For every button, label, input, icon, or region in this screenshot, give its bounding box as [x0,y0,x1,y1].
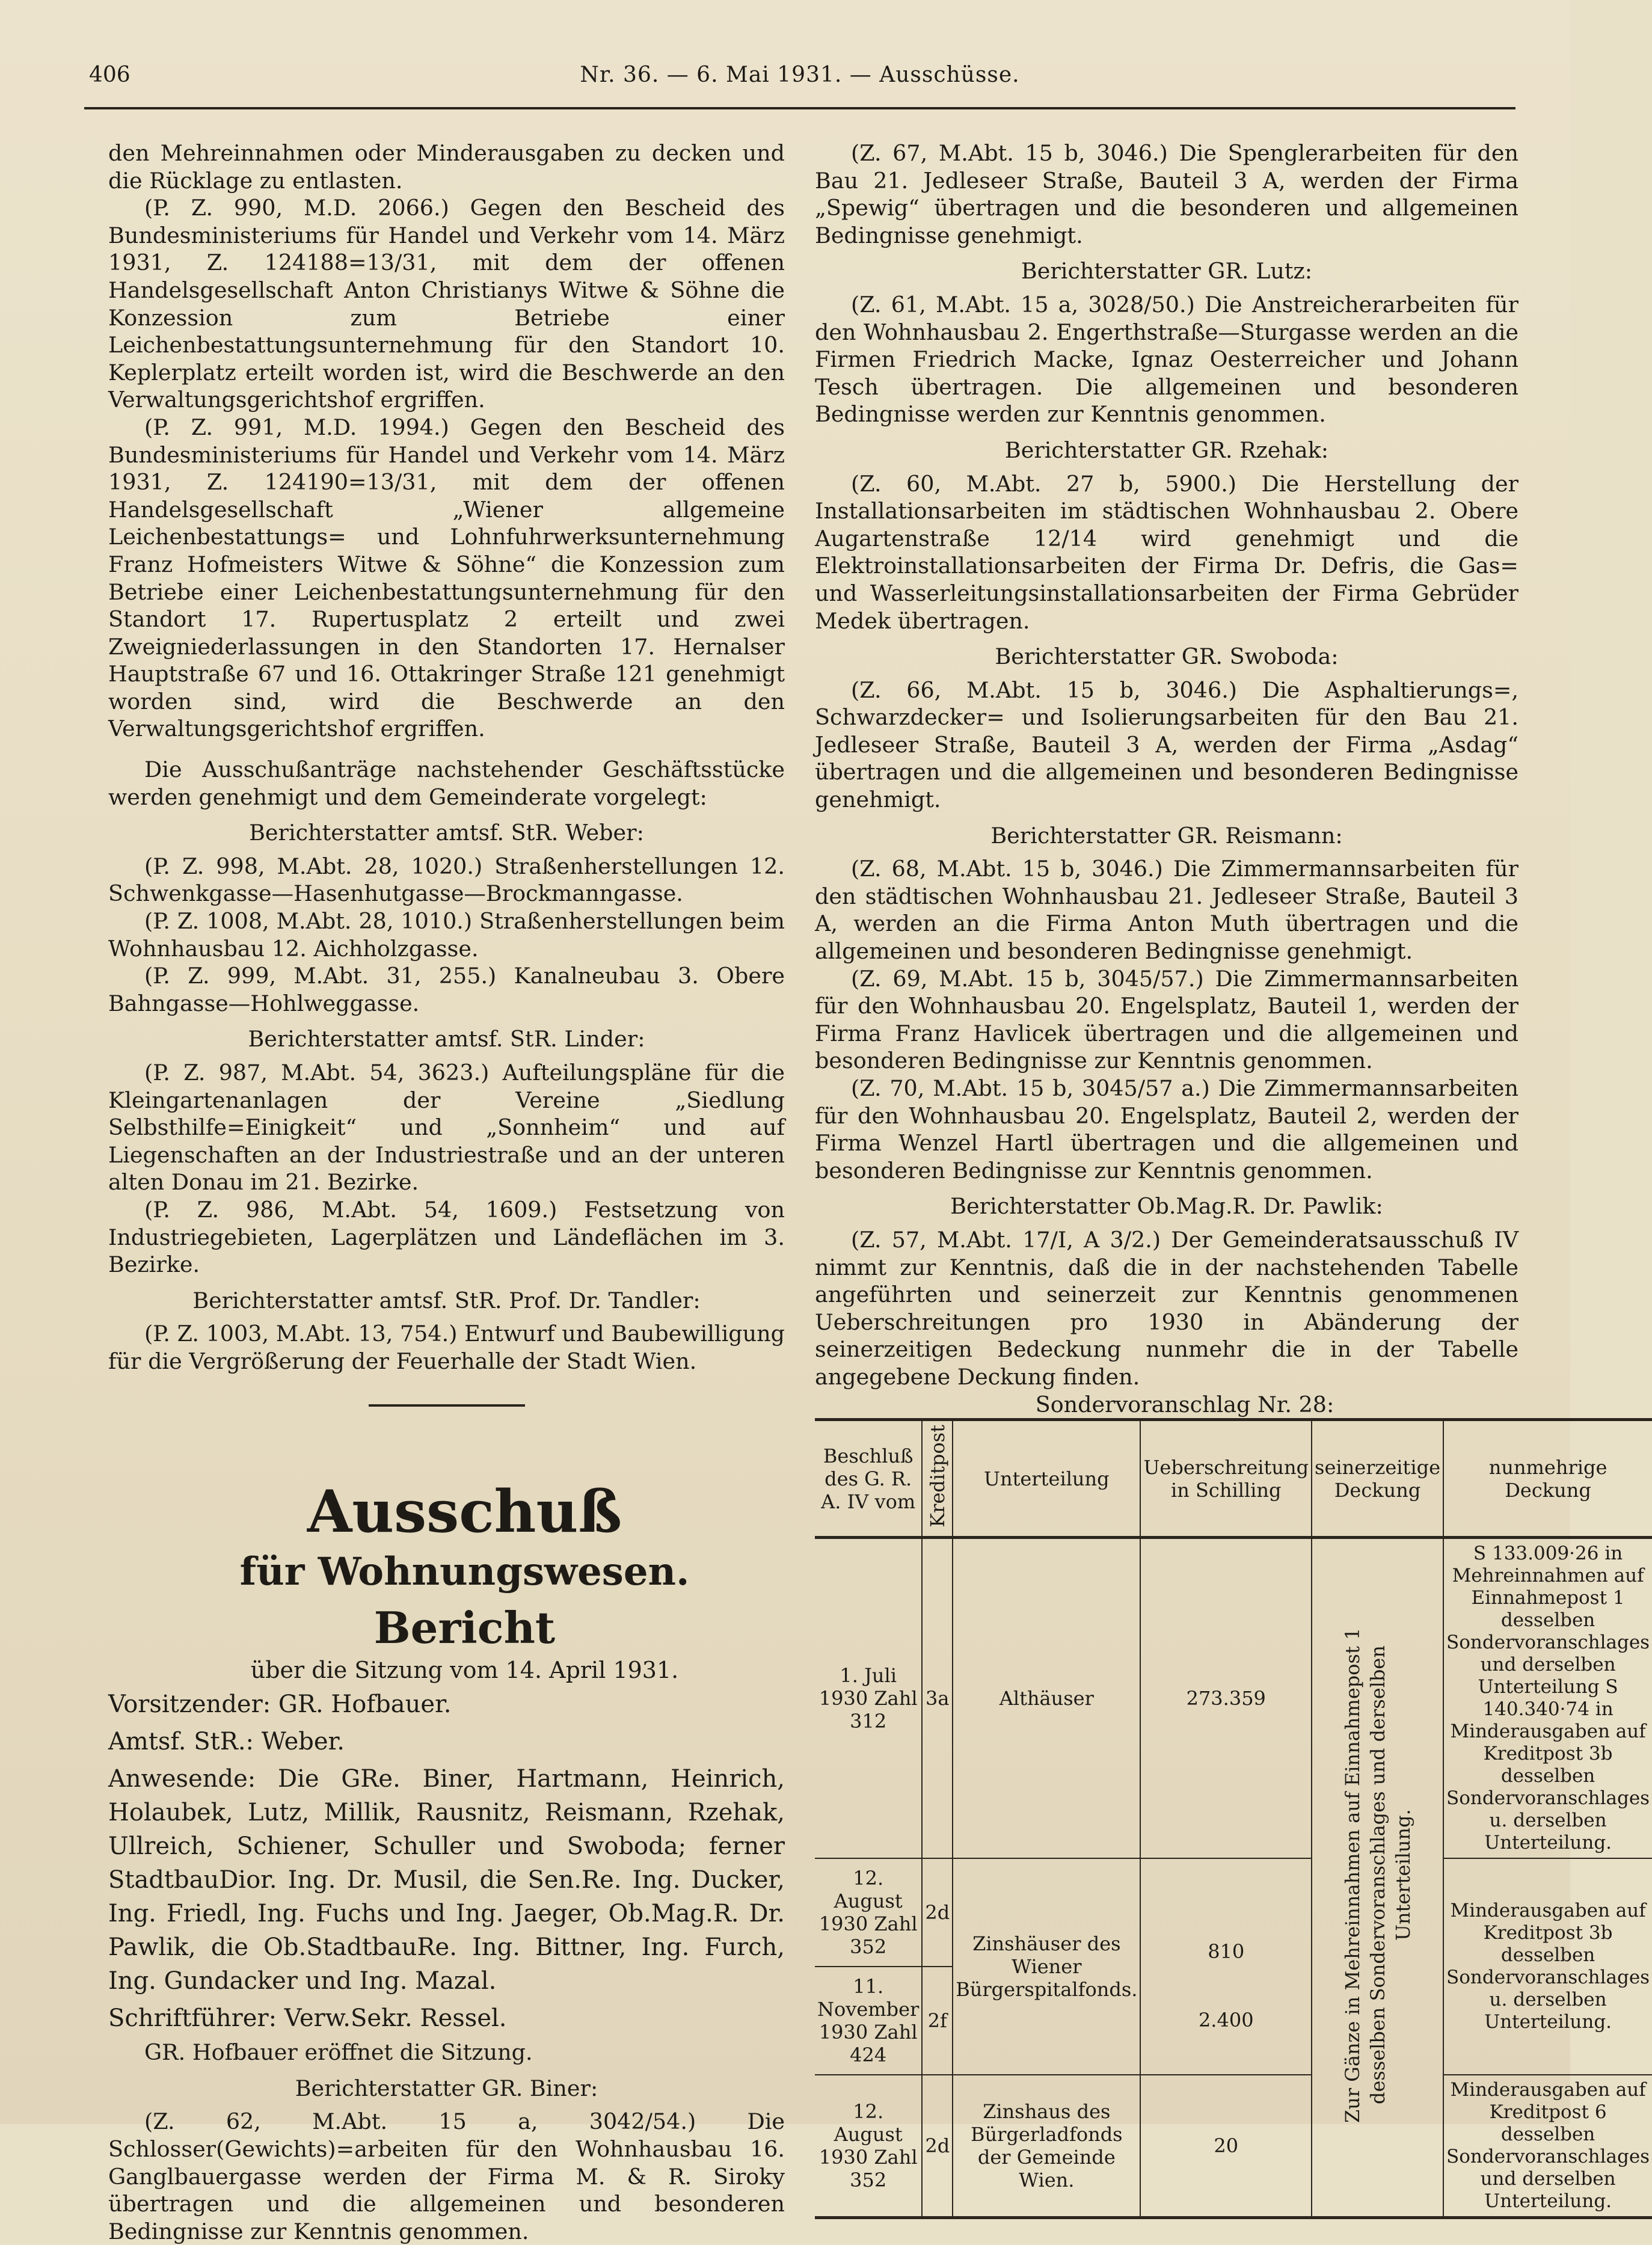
table-cell-amount: 20 [1140,2075,1312,2218]
paragraph: den Mehreinnahmen oder Minderausgaben zu decken und die Rücklage zu entlasten. [108,140,785,194]
table-cell-date: 11. November 1930 Zahl 424 [815,1967,922,2075]
reporter-line: Berichterstatter GR. Lutz: [1021,258,1313,284]
table-cell-date: 1. Juli 1930 Zahl 312 [815,1537,922,1858]
reporter-line: Berichterstatter GR. Rzehak: [1004,437,1329,463]
attendees-line: Anwesende: Die GRe. Biner, Hartmann, Heinrich, Holaubek, Lutz, Millik, Rausnitz, Reismann, Rzehak, Ullreich, Schiener, Schuller und Swoboda; ferner StadtbauDior. Ing. Dr. Musil, die Sen.Re. Ing. Ducker, Ing. Friedl, Ing. Fuchs und Ing. Jaeger, Ob.Mag.R. Dr. Pawlik, die Ob.StadtbauRe. Ing. Bittner, Ing. Furch, Ing. Gundacker und Ing. Mazal. [108,1765,785,1995]
left-column [108,140,785,2245]
table-cell-amount: 2.400 [1140,1967,1312,2075]
paragraph: (Z. 69, M.Abt. 15 b, 3045/57.) Die Zimmermannsarbeiten für den Wohnhausbau 20. Engelsplatz, Bauteil 1, werden der Firma Franz Havlicek übertragen und die allgemeinen und besonderen Bedingnisse zur Kenntnis genommen. [815,965,1518,1074]
page-number: 406 [89,63,131,87]
table-cell-unterteilung: Zinshaus des Bürgerladfonds der Gemeinde Wien. [953,2075,1140,2218]
right-column [815,140,1650,2219]
amtsf-line: Amtsf. StR.: Weber. [108,1728,345,1756]
table-cell-amount: 273.359 [1140,1537,1312,1858]
table-row [815,1858,1652,1967]
paragraph: (P. Z. 986, M.Abt. 54, 1609.) Festsetzung von Industriegebieten, Lagerplätzen und Ländeflächen im 3. Bezirke. [108,1196,785,1278]
report-heading: Bericht [373,1602,556,1653]
header-rule [84,107,1515,109]
paragraph: Die Ausschußanträge nachstehender Geschäftsstücke werden genehmigt und dem Gemeinderate vorgelegt: [108,757,785,810]
table-header-row [815,1420,1652,1538]
paragraph: GR. Hofbauer eröffnet die Sitzung. [144,2039,533,2066]
paragraph: (P. Z. 999, M.Abt. 31, 255.) Kanalneubau 3. Obere Bahngasse—Hohlweggasse. [108,963,785,1016]
table-caption: Sondervoranschlag Nr. 28: [1035,1391,1334,1417]
table-row [815,1537,1652,1858]
spacer [108,743,785,756]
paragraph: (P. Z. 991, M.D. 1994.) Gegen den Bescheid des Bundesministeriums für Handel und Verkehr vom 14. März 1931, Z. 124190=13/31, mit dem der offenen Handelsgesellschaft „Wiener allgemeine Leichenbestattungs= und Lohnfuhrwerksunternehmung Franz Hofmeisters Witwe & Söhne“ die Konzession zum Betriebe einer Leichenbestattungsunternehmung für den Standort 17. Rupertusplatz 2 erteilt und zwei Zweigniederlassungen in den Standorten 17. Hernalser Hauptstraße 67 und 16. Ottakringer Straße 121 genehmigt worden sind, wird die Beschwerde an den Verwaltungsgerichtshof ergriffen. [108,414,785,742]
section-heading: Ausschuß [307,1477,622,1546]
sondervoranschlag-table [815,1418,1652,2219]
chairman-line: Vorsitzender: GR. Hofbauer. [108,1691,452,1719]
table-cell-kredit: 2d [922,2075,953,2218]
table-cell-date: 12. August 1930 Zahl 352 [815,1858,922,1967]
page-header [84,55,1515,91]
table-cell-unterteilung: Althäuser [953,1537,1140,1858]
reporter-line: Berichterstatter GR. Reismann: [990,822,1343,849]
paragraph: (Z. 57, M.Abt. 17/I, A 3/2.) Der Gemeinderatsausschuß IV nimmt zur Kenntnis, daß die in der nachstehenden Tabelle angeführten und seinerzeit zur Kenntnis genommenen Ueberschreitungen pro 1930 in Abänderung der seinerzeitigen Bedeckung nunmehr die in der Tabelle angegebene Deckung finden. [815,1226,1518,1390]
paragraph: (Z. 62, M.Abt. 15 a, 3042/54.) Die Schlosser(Gewichts)=arbeiten für den Wohnhausbau 16. Ganglbauergasse werden der Firma M. & R. Siroky übertragen und die allgemeinen und besonderen Bedingnisse zur Kenntnis genommen. [108,2108,785,2244]
table-cell-deckung: Minderausgaben auf Kreditpost 6 desselben Sondervoranschlages und derselben Unterteilung. [1443,2075,1652,2218]
table-cell-kredit: 3a [922,1537,953,1858]
seinerzeitige-deckung-note: Zur Gänze in Mehreinnahmen auf Einnahmepost 1 desselben Sondervoranschlages und derselben Unterteilung. [1340,1627,1414,2123]
paragraph: (Z. 68, M.Abt. 15 b, 3046.) Die Zimmermannsarbeiten für den städtischen Wohnhausbau 21. Jedleseer Straße, Bauteil 3 A, werden an die Firma Anton Muth übertragen und die allgemeinen und besonderen Bedingnisse genehmigt. [815,856,1518,965]
table-cell-deckung: Minderausgaben auf Kreditpost 3b desselben Sondervoranschlages u. derselben Unterteilung. [1443,1858,1652,2075]
paragraph: (Z. 70, M.Abt. 15 b, 3045/57 a.) Die Zimmermannsarbeiten für den Wohnhausbau 20. Engelsplatz, Bauteil 2, werden der Firma Wenzel Hartl übertragen und die allgemeinen und besonderen Bedingnisse zur Kenntnis genommen. [815,1075,1518,1184]
table-cell-unterteilung: Zinshäuser des Wiener Bürgerspitalfonds. [953,1858,1140,2075]
column-header: nunmehrige Deckung [1443,1420,1652,1538]
table-cell-deckung: S 133.009·26 in Mehreinnahmen auf Einnahmepost 1 desselben Sondervoranschlages und derselben Unterteilung S 140.340·74 in Minderausgaben auf Kreditpost 3b desselben Sondervoranschlages u. derselben Unterteilung. [1443,1537,1652,1858]
table-row [815,2075,1652,2218]
column-header: Unterteilung [953,1420,1140,1538]
section-separator [369,1404,525,1407]
section-subheading: für Wohnungswesen. [239,1549,690,1594]
column-header: Ueberschreitung in Schilling [1140,1420,1312,1538]
column-header: seinerzeitige Deckung [1312,1420,1443,1538]
session-date: über die Sitzung vom 14. April 1931. [250,1656,679,1683]
table-cell-seinerzeitige [1312,1537,1443,2217]
column-header: Beschluß des G. R. A. IV vom [815,1420,922,1538]
column-header-text: Kreditpost [926,1425,949,1528]
running-title: Nr. 36. — 6. Mai 1931. — Ausschüsse. [580,63,1020,87]
table-cell-kredit: 2d [922,1858,953,1967]
paragraph: (P. Z. 990, M.D. 2066.) Gegen den Bescheid des Bundesministeriums für Handel und Verkehr vom 14. März 1931, Z. 124188=13/31, mit dem der offenen Handelsgesellschaft Anton Christianys Witwe & Söhne die Konzession zum Betriebe einer Leichenbestattungsunternehmung für den Standort 10. Keplerplatz erteilt worden ist, wird die Beschwerde an den Verwaltungsgerichtshof ergriffen. [108,195,785,413]
reporter-line: Berichterstatter GR. Biner: [295,2075,598,2101]
table-cell-amount: 810 [1140,1858,1312,1967]
paragraph: (Z. 60, M.Abt. 27 b, 5900.) Die Herstellung der Installationsarbeiten im städtischen Wohnhausbau 2. Obere Augartenstraße 12/14 wird genehmigt und die Elektroinstallationsarbeiten der Firma Dr. Defris, die Gas= und Wasserleitungsinstallationsarbeiten der Firma Gebrüder Medek übertragen. [815,470,1518,634]
table-cell-date: 12. August 1930 Zahl 352 [815,2075,922,2218]
paragraph: (P. Z. 1003, M.Abt. 13, 754.) Entwurf und Baubewilligung für die Vergrößerung der Feuerhalle der Stadt Wien. [108,1321,785,1374]
column-header [922,1420,953,1538]
paragraph: (P. Z. 987, M.Abt. 54, 3623.) Aufteilungspläne für die Kleingartenanlagen der Vereine „Siedlung Selbsthilfe=Einigkeit“ und „Sonnheim“ und auf Liegenschaften an der Industriestraße und an der unteren alten Donau im 21. Bezirke. [108,1060,785,1196]
paragraph: (P. Z. 1008, M.Abt. 28, 1010.) Straßenherstellungen beim Wohnhausbau 12. Aichholzgasse. [108,908,785,962]
paragraph: (P. Z. 998, M.Abt. 28, 1020.) Straßenherstellungen 12. Schwenkgasse—Hasenhutgasse—Brockmanngasse. [108,853,785,907]
paragraph: (Z. 66, M.Abt. 15 b, 3046.) Die Asphaltierungs=, Schwarzdecker= und Isolierungsarbeiten für den Bau 21. Jedleseer Straße, Bauteil 3 A, werden der Firma „Asdag“ übertragen und die allgemeinen und besonderen Bedingnisse genehmigt. [815,677,1518,813]
reporter-line: Berichterstatter amtsf. StR. Linder: [248,1026,645,1052]
paragraph: (Z. 61, M.Abt. 15 a, 3028/50.) Die Anstreicherarbeiten für den Wohnhausbau 2. Engerthstraße—Sturgasse werden an die Firmen Friedrich Macke, Ignaz Oesterreicher und Johann Tesch übertragen. Die allgemeinen und besonderen Bedingnisse werden zur Kenntnis genommen. [815,291,1518,428]
reporter-line: Berichterstatter amtsf. StR. Weber: [249,820,644,846]
secretary-line: Schriftführer: Verw.Sekr. Ressel. [108,2004,507,2033]
reporter-line: Berichterstatter Ob.Mag.R. Dr. Pawlik: [950,1193,1383,1220]
table-cell-kredit: 2f [922,1967,953,2075]
paragraph: (Z. 67, M.Abt. 15 b, 3046.) Die Spenglerarbeiten für den Bau 21. Jedleseer Straße, Bauteil 3 A, werden der Firma „Spewig“ übertragen und die besonderen und allgemeinen Bedingnisse genehmigt. [815,140,1518,248]
reporter-line: Berichterstatter amtsf. StR. Prof. Dr. Tandler: [192,1287,701,1313]
reporter-line: Berichterstatter GR. Swoboda: [995,643,1339,670]
